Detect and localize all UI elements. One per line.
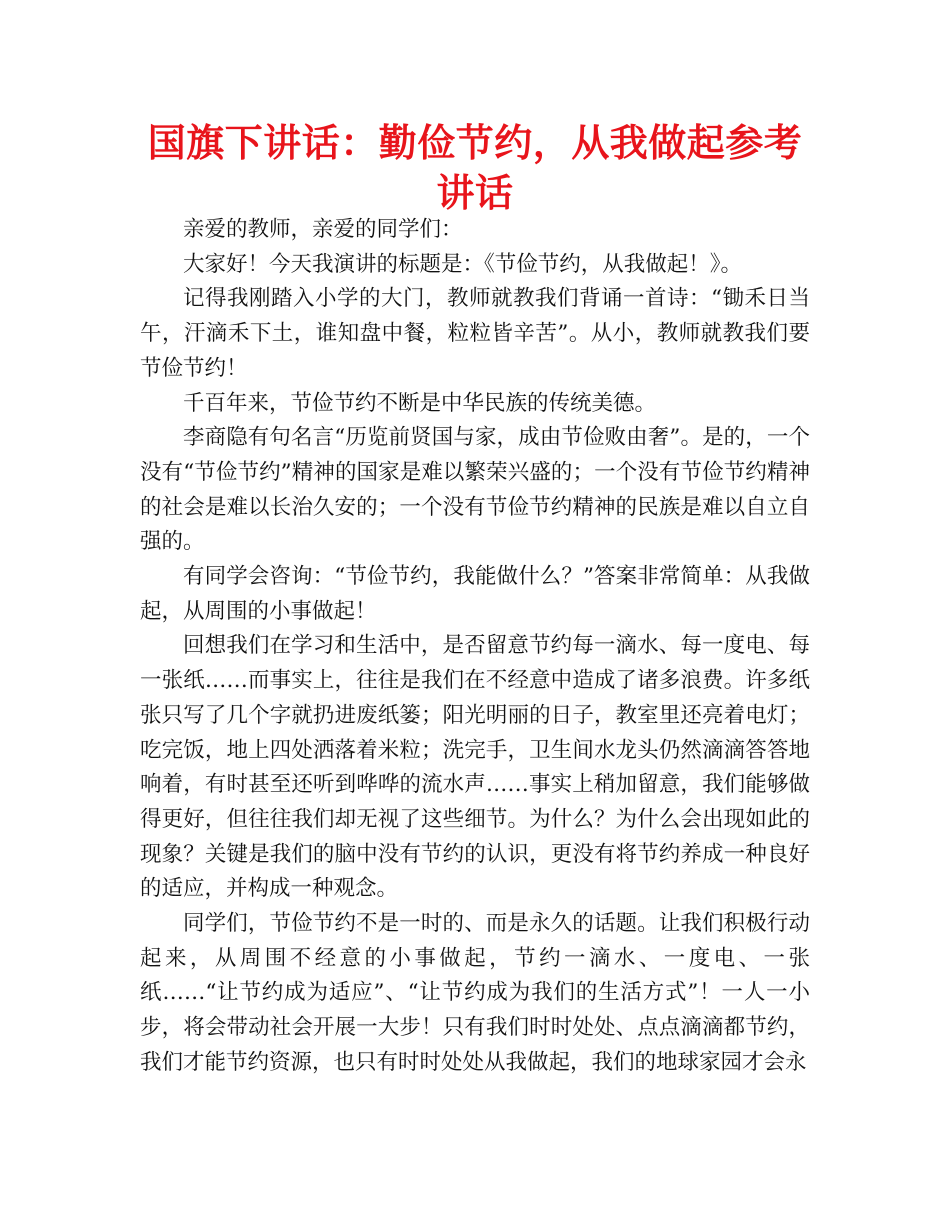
paragraph-tradition: 千百年来，节俭节约不断是中华民族的传统美德。 bbox=[183, 390, 657, 416]
paragraph-question: 有同学会咨询：“节俭节约，我能做什么？”答案非常简单：从我做起，从周围的小事做起！ bbox=[140, 564, 810, 624]
paragraph-opening: 大家好！今天我演讲的标题是：《节俭节约，从我做起！》。 bbox=[183, 251, 743, 277]
paragraph-call-to-action: 同学们，节俭节约不是一时的、而是永久的话题。让我们积极行动起来，从周围不经意的小事做起，节约一滴水、一度电、一张纸……“让节约成为适应”、“让节约成为我们的生活方式”！一人一小步，将会带动社会开展一大步！只有我们时时处处、点点滴滴都节约，我们才能节约资源，也只有时时处处从我做起，我们的地球家园才会永 bbox=[140, 911, 810, 1075]
paragraph-reflection: 回想我们在学习和生活中，是否留意节约每一滴水、每一度电、每一张纸……而事实上，往往是我们在不经意中造成了诸多浪费。许多纸张只写了几个字就扔进废纸篓；阳光明丽的日子，教室里还亮着电灯；吃完饭，地上四处洒落着米粒；洗完手，卫生间水龙头仍然滴滴答答地响着，有时甚至还听到哗哗的流水声……事实上稍加留意，我们能够做得更好，但往往我们却无视了这些细节。为什么？为什么会出现如此的现象？关键是我们的脑中没有节约的认识，更没有将节约养成一种良好的适应，并构成一种观念。 bbox=[140, 633, 810, 902]
document-title: 国旗下讲话：勤俭节约，从我做起参考讲话 bbox=[147, 121, 803, 215]
document-body bbox=[140, 213, 810, 1081]
paragraph-greeting: 亲爱的教师，亲爱的同学们： bbox=[183, 217, 463, 242]
paragraph-poem: 记得我刚踏入小学的大门，教师就教我们背诵一首诗：“锄禾日当午，汗滴禾下土，谁知盘中餐，粒粒皆辛苦”。从小，教师就教我们要节俭节约！ bbox=[140, 286, 810, 381]
paragraph-quote: 李商隐有句名言“历览前贤国与家，成由节俭败由奢”。是的，一个没有“节俭节约”精神的国家是难以繁荣兴盛的；一个没有节俭节约精神的社会是难以长治久安的；一个没有节俭节约精神的民族是难以自立自强的。 bbox=[140, 425, 810, 555]
